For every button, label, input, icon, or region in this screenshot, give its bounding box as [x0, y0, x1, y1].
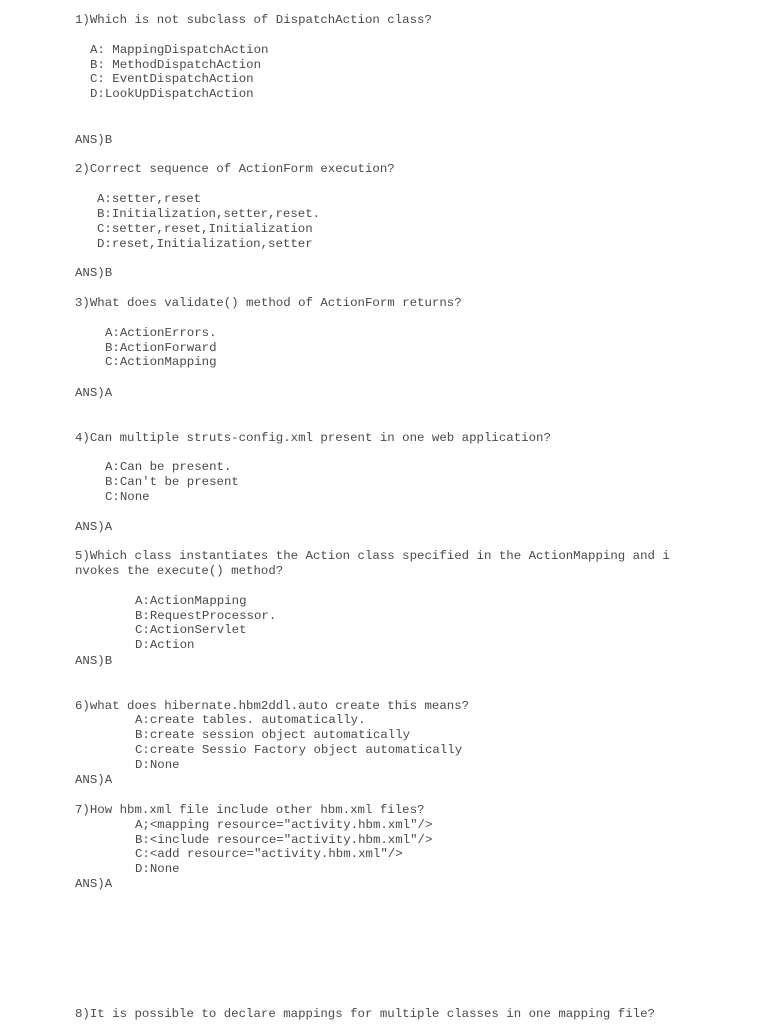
q5-option-d: D:Action — [135, 638, 195, 652]
question-5-line-2: nvokes the execute() method? — [75, 564, 284, 578]
question-7: 7)How hbm.xml file include other hbm.xml files? — [75, 803, 425, 817]
q2-option-c: C:setter,reset,Initialization — [97, 222, 313, 236]
q6-option-a: A:create tables. automatically. — [135, 713, 366, 727]
q7-answer: ANS)A — [75, 877, 113, 891]
q1-answer: ANS)B — [75, 133, 113, 147]
q2-option-b: B:Initialization,setter,reset. — [97, 207, 321, 221]
q4-option-a: A:Can be present. — [105, 460, 232, 474]
q7-option-d: D:None — [135, 862, 180, 876]
q4-option-c: C:None — [105, 490, 150, 504]
q6-option-c: C:create Sessio Factory object automatically — [135, 743, 463, 757]
q5-option-a: A:ActionMapping — [135, 594, 247, 608]
q2-answer: ANS)B — [75, 266, 113, 280]
q7-option-a: A;<mapping resource="activity.hbm.xml"/> — [135, 818, 433, 832]
q1-option-b: B: MethodDispatchAction — [90, 58, 262, 72]
q1-option-a: A: MappingDispatchAction — [90, 43, 269, 57]
question-4: 4)Can multiple struts-config.xml present in one web application? — [75, 431, 551, 445]
q7-option-b: B:<include resource="activity.hbm.xml"/> — [135, 833, 433, 847]
q6-option-d: D:None — [135, 758, 180, 772]
q6-answer: ANS)A — [75, 773, 113, 787]
q5-option-c: C:ActionServlet — [135, 623, 247, 637]
q4-answer: ANS)A — [75, 520, 113, 534]
question-6: 6)what does hibernate.hbm2ddl.auto create this means? — [75, 699, 470, 713]
q2-option-a: A:setter,reset — [97, 192, 202, 206]
q2-option-d: D:reset,Initialization,setter — [97, 237, 313, 251]
q4-option-b: B:Can't be present — [105, 475, 239, 489]
question-1: 1)Which is not subclass of DispatchAction class? — [75, 13, 432, 27]
question-2: 2)Correct sequence of ActionForm execution? — [75, 162, 395, 176]
q7-option-c: C:<add resource="activity.hbm.xml"/> — [135, 847, 403, 861]
q1-option-d: D:LookUpDispatchAction — [90, 87, 254, 101]
q3-option-c: C:ActionMapping — [105, 355, 217, 369]
q5-option-b: B:RequestProcessor. — [135, 609, 277, 623]
question-8: 8)It is possible to declare mappings for multiple classes in one mapping file? — [75, 1007, 655, 1021]
q3-option-b: B:ActionForward — [105, 341, 217, 355]
q5-answer: ANS)B — [75, 654, 113, 668]
q1-option-c: C: EventDispatchAction — [90, 72, 254, 86]
q3-option-a: A:ActionErrors. — [105, 326, 217, 340]
question-5-line-1: 5)Which class instantiates the Action class specified in the ActionMapping and i — [75, 549, 670, 563]
question-3: 3)What does validate() method of ActionForm returns? — [75, 296, 462, 310]
q3-answer: ANS)A — [75, 386, 113, 400]
q6-option-b: B:create session object automatically — [135, 728, 411, 742]
